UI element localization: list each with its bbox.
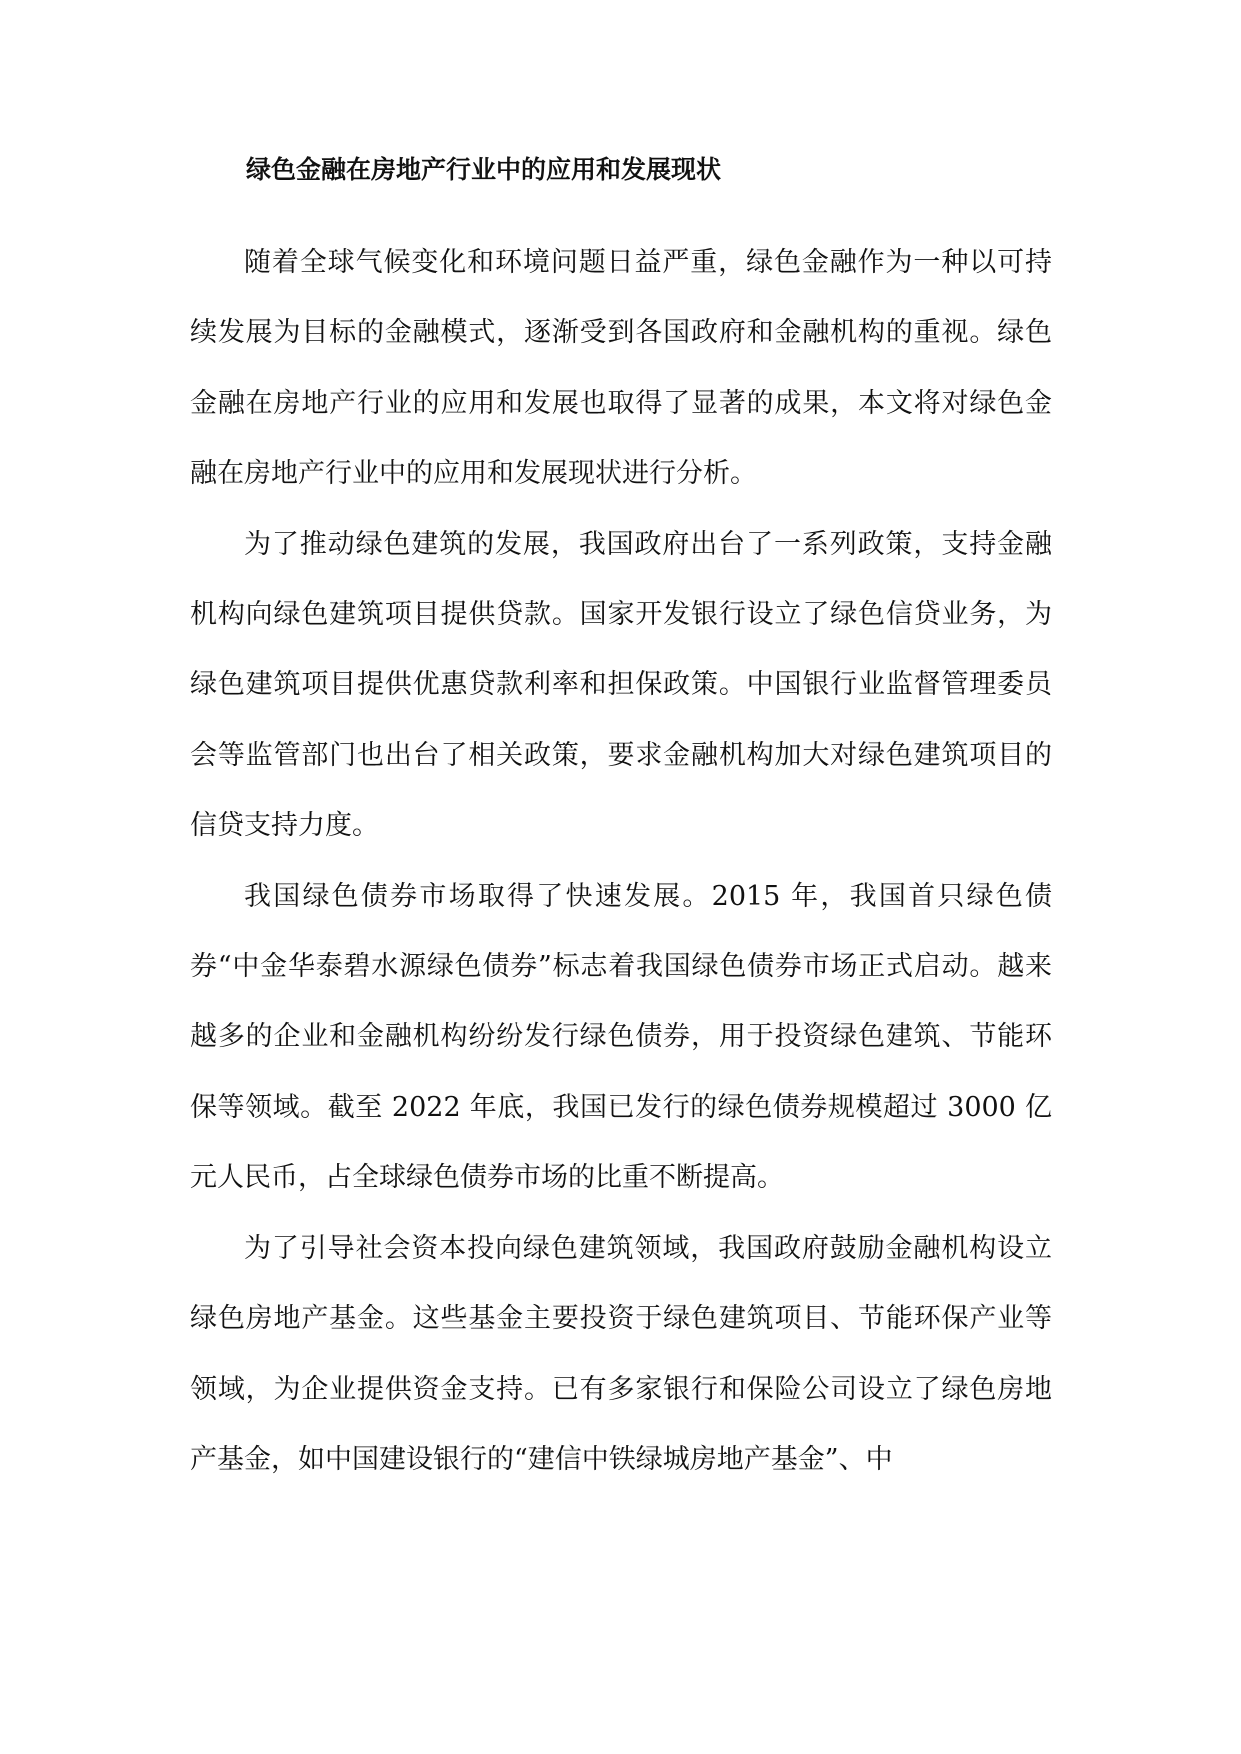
document-title: 绿色金融在房地产行业中的应用和发展现状 <box>246 155 722 184</box>
paragraph-green-credit-policy: 为了推动绿色建筑的发展，我国政府出台了一系列政策，支持金融机构向绿色建筑项目提供贷款。国家开发银行设立了绿色信贷业务，为绿色建筑项目提供优惠贷款利率和担保政策。中国银行业监督管理委员会等监管部门也出台了相关政策，要求金融机构加大对绿色建筑项目的信贷支持力度。 <box>190 528 1052 842</box>
paragraph-intro: 随着全球气候变化和环境问题日益严重，绿色金融作为一种以可持续发展为目标的金融模式，逐渐受到各国政府和金融机构的重视。绿色金融在房地产行业的应用和发展也取得了显著的成果，本文将对绿色金融在房地产行业中的应用和发展现状进行分析。 <box>190 247 1052 490</box>
paragraph-green-real-estate-fund: 为了引导社会资本投向绿色建筑领域，我国政府鼓励金融机构设立绿色房地产基金。这些基金主要投资于绿色建筑项目、节能环保产业等领域，为企业提供资金支持。已有多家银行和保险公司设立了绿色房地产基金，如中国建设银行的“建信中铁绿城房地产基金”、中 <box>190 1232 1052 1475</box>
document-body <box>190 228 1052 1495</box>
paragraph-green-bond-market: 我国绿色债券市场取得了快速发展。2015 年，我国首只绿色债券“中金华泰碧水源绿色债券”标志着我国绿色债券市场正式启动。越来越多的企业和金融机构纷纷发行绿色债券，用于投资绿色建筑、节能环保等领域。截至 2022 年底，我国已发行的绿色债券规模超过 3000 亿元人民币，占全球绿色债券市场的比重不断提高。 <box>190 880 1052 1194</box>
